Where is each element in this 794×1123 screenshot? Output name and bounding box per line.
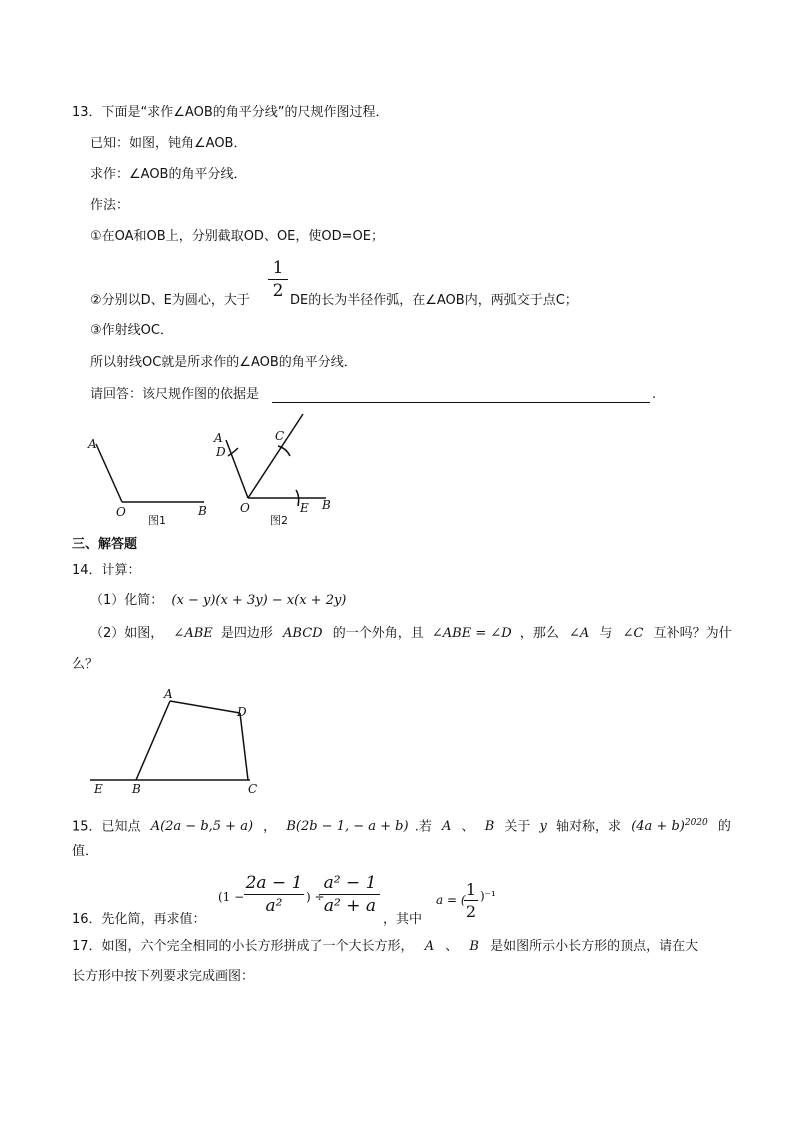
q13-figure-1	[86, 428, 216, 538]
q16-power: )⁻¹	[480, 889, 496, 903]
quad-label-a: A	[164, 687, 173, 701]
fig2-label-o: O	[240, 501, 250, 515]
q13-conclusion: 所以射线OC就是所求作的∠AOB的角平分线．	[90, 355, 357, 370]
q13-question: 请回答：该尺规作图的依据是	[90, 387, 260, 402]
q13-step2-b: DE的长为半径作弧，在∠AOB内，两弧交于点C；	[290, 293, 578, 308]
q14-title: 14．计算：	[72, 563, 141, 578]
quad-label-c: C	[248, 782, 258, 796]
q15-expression: (4a + b)	[631, 819, 685, 835]
fig2-label-c: C	[275, 429, 285, 443]
q13-answer-end: .	[652, 387, 657, 402]
q15-line2: 值．	[72, 844, 99, 859]
fig2-label-e: E	[300, 501, 309, 515]
q16-close-div: ) ÷	[306, 890, 325, 904]
q17-line2: 长方形中按下列要求完成画图：	[72, 969, 255, 984]
q16-fraction-2: a² − 1 a² + a	[320, 873, 380, 916]
q15-point-a: A(2a − b,5 + a)	[150, 819, 254, 835]
quad-label-d: D	[237, 705, 247, 719]
fig1-label-a: A	[88, 437, 97, 451]
q16-fraction-1: 2a − 1 a²	[245, 873, 303, 916]
q14-p1-label: （1）化简：	[90, 593, 164, 608]
q15-exponent: 2020	[684, 818, 708, 828]
quad-label-e: E	[94, 782, 103, 796]
q16-where: ，其中	[383, 912, 423, 927]
q13-title: 13．下面是“求作∠AOB的角平分线”的尺规作图过程．	[72, 105, 389, 120]
q15-point-b: B(2b − 1, − a + b)	[286, 819, 409, 835]
q13-step2-a: ②分别以D、E为圆心，大于	[90, 293, 250, 308]
q14-part2-cont: 么？	[72, 657, 99, 672]
q16-fraction-3: 1 2	[465, 880, 477, 921]
q15-line1: 15．已知点 A(2a − b,5 + a) ， B(2b − 1, − a + b) .若 A 、 B 关于 y 轴对称，求 $(4a + b)^{2020}$ 的	[72, 818, 731, 835]
fig2-label-a: A	[214, 431, 223, 445]
section-3-title: 三、解答题	[72, 537, 138, 552]
fig2-caption: 图2	[270, 514, 288, 527]
q16-a-equals: a = (	[436, 893, 466, 907]
q14-p1-expression: (x − y)(x + 3y) − x(x + 2y)	[171, 593, 347, 608]
q13-figure-2	[208, 410, 348, 530]
q16-text: 16．先化简，再求值：	[72, 912, 206, 927]
q13-method-label: 作法：	[90, 198, 130, 213]
q13-given: 已知：如图，钝角∠AOB．	[90, 136, 247, 151]
fig1-label-b: B	[198, 504, 207, 518]
q17-line1: 17．如图，六个完全相同的小长方形拼成了一个大长方形， A 、 B 是如图所示小长方形的顶点，请在大	[72, 939, 699, 954]
quad-label-b: B	[132, 782, 141, 796]
q13-half-fraction	[268, 258, 288, 301]
fig2-label-d: D	[216, 445, 226, 459]
q13-step3: ③作射线OC．	[90, 323, 173, 338]
q13-step1: ①在OA和OB上，分别截取OD、OE，使OD=OE；	[90, 229, 384, 244]
q14-quadrilateral-figure	[90, 686, 280, 801]
q16-open: (1 −	[218, 890, 245, 904]
fig2-label-b: B	[322, 498, 331, 512]
q13-find: 求作：∠AOB的角平分线．	[90, 167, 247, 182]
q13-half-den: 2	[272, 281, 284, 301]
q13-answer-blank[interactable]	[272, 388, 650, 403]
q14-part2: （2）如图， ∠ABE 是四边形 ABCD 的一个外角，且 ∠ABE = ∠D ，那么 ∠A 与 ∠C 互补吗？为什	[90, 626, 732, 641]
fig1-label-o: O	[116, 505, 126, 519]
fig1-caption: 图1	[148, 514, 166, 527]
q13-half-num: 1	[272, 258, 284, 278]
q14-part1	[90, 592, 346, 610]
